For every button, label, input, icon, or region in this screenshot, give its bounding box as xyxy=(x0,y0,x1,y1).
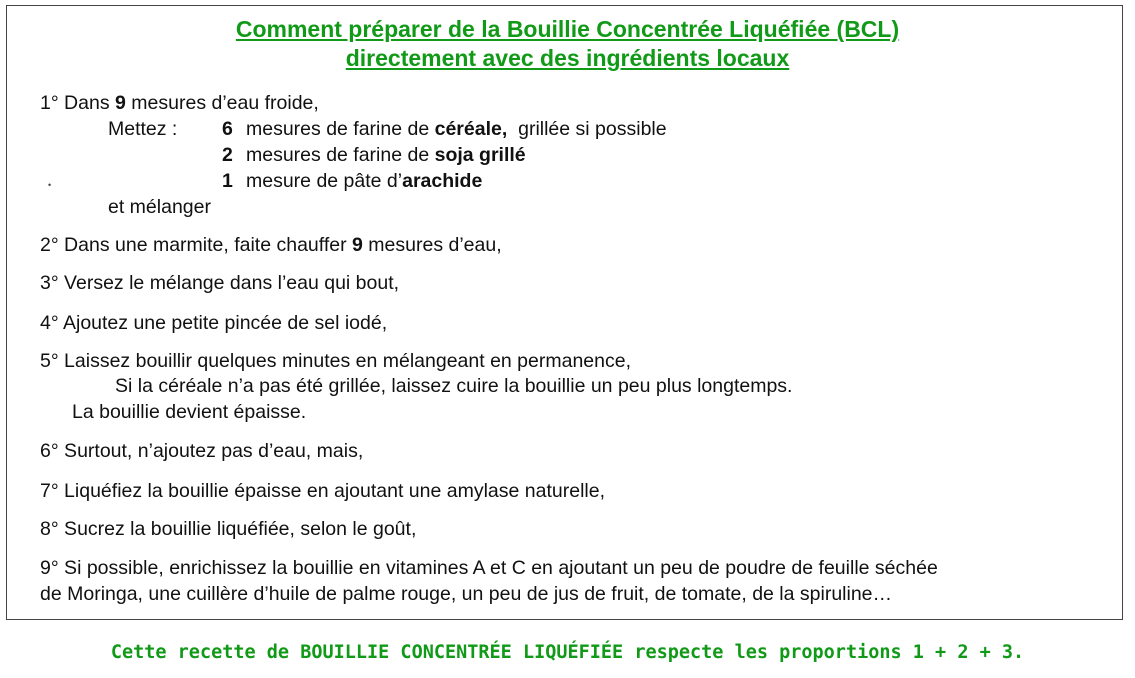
step-6: 6° Surtout, n’ajoutez pas d’eau, mais, xyxy=(40,440,364,462)
ingredient-arachide xyxy=(222,169,482,193)
ingredient-cereal-name: céréale, xyxy=(434,118,508,140)
step-1-intro xyxy=(40,91,319,115)
ingredient-cereal-post: grillée si possible xyxy=(507,118,667,140)
ingredient-arachide-name: arachide xyxy=(402,170,483,192)
step-1-outro: et mélanger xyxy=(108,196,211,218)
step-2-text-b: mesures d’eau, xyxy=(362,234,502,256)
ingredient-cereal xyxy=(222,117,667,141)
step-7: 7° Liquéfiez la bouillie épaisse en ajoutant une amylase naturelle, xyxy=(40,480,606,502)
ingredient-soja xyxy=(222,143,526,167)
mettez-label: Mettez : xyxy=(108,118,178,140)
stray-mark: • xyxy=(48,180,52,190)
title-line-2: directement avec des ingrédients locaux xyxy=(345,45,790,71)
ingredient-soja-pre: mesures de farine de xyxy=(246,144,435,166)
step-3: 3° Versez le mélange dans l’eau qui bout, xyxy=(40,272,400,294)
step-2-text-a: 2° Dans une marmite, faite chauffer xyxy=(40,234,353,256)
title-line-1: Comment préparer de la Bouillie Concentrée Liquéfiée (BCL) xyxy=(235,16,900,42)
ingredient-arachide-pre: mesure de pâte d’ xyxy=(246,170,403,192)
step-2 xyxy=(40,233,502,257)
ingredient-cereal-count: 6 xyxy=(222,118,233,140)
step-1-text-a: 1° Dans xyxy=(40,92,116,114)
step-5-line-1: 5° Laissez bouillir quelques minutes en mélangeant en permanence, xyxy=(40,350,631,372)
step-9-line-2: de Moringa, une cuillère d’huile de palme rouge, un peu de jus de fruit, de tomate, de la spiruline… xyxy=(40,583,893,605)
step-5-line-2: Si la céréale n’a pas été grillée, laissez cuire la bouillie un peu plus longtemps. xyxy=(115,375,793,397)
step-1-text-b: mesures d’eau froide, xyxy=(125,92,319,114)
ingredient-soja-name: soja grillé xyxy=(434,144,526,166)
step-5-line-3: La bouillie devient épaisse. xyxy=(72,401,307,423)
ingredient-soja-count: 2 xyxy=(222,144,233,166)
step-8: 8° Sucrez la bouillie liquéfiée, selon le goût, xyxy=(40,518,417,540)
ingredient-arachide-count: 1 xyxy=(222,170,233,192)
ingredient-cereal-pre: mesures de farine de xyxy=(246,118,435,140)
step-1-water-count: 9 xyxy=(115,92,126,114)
step-2-water-count: 9 xyxy=(352,234,363,256)
step-4: 4° Ajoutez une petite pincée de sel iodé, xyxy=(40,312,388,334)
footer-note: Cette recette de BOUILLIE CONCENTRÉE LIQUÉFIÉE respecte les proportions 1 + 2 + 3. xyxy=(110,642,1025,663)
step-9-line-1: 9° Si possible, enrichissez la bouillie en vitamines A et C en ajoutant un peu de poudre de feuille séchée xyxy=(40,557,938,579)
